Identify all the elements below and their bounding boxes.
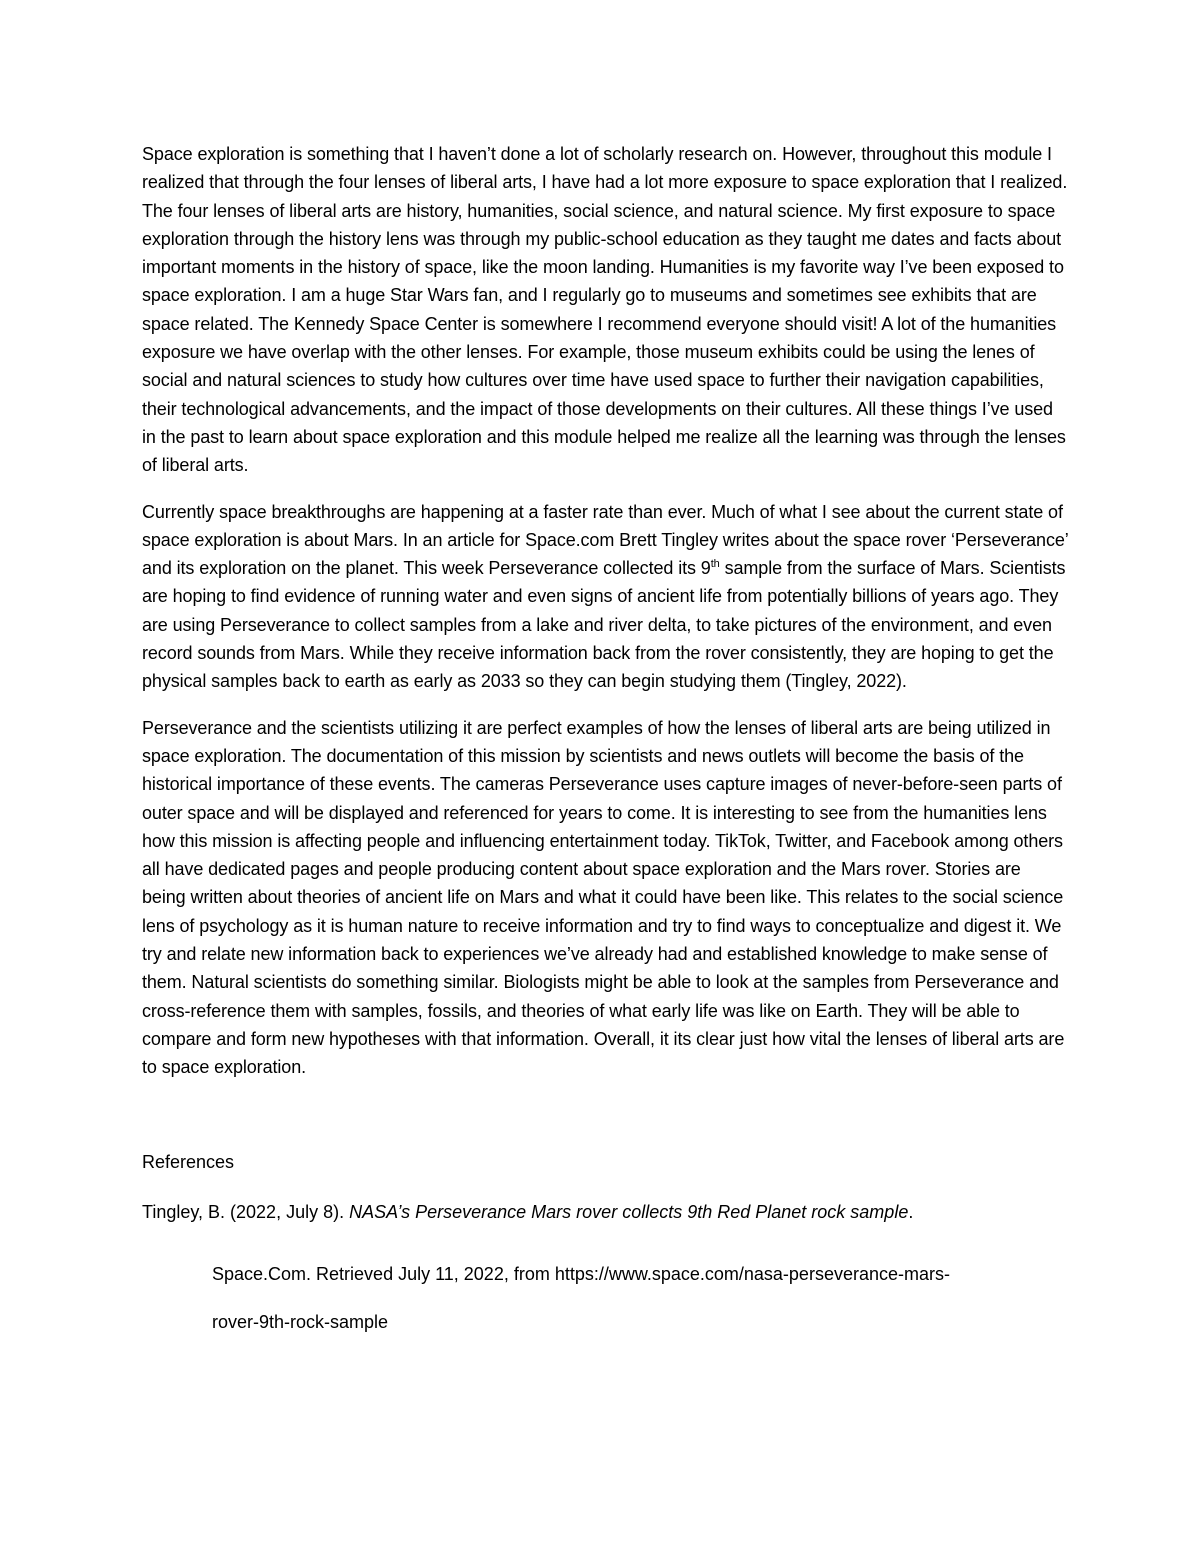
reference-title-end: . (908, 1201, 914, 1222)
paragraph-text-part-2: sample from the surface of Mars. Scientists are hoping to find evidence of running water and even signs of ancient life from potentially billions of years ago. They are using Perseverance to collect samples from a lake and river delta, to take pictures of the environment, and even record sounds from Mars. While they receive information back from the rover consistently, they are hoping to get the physical samples back to earth as early as 2033 so they can begin studying them (Tingley, 2022). (142, 558, 1066, 692)
paragraph-text-part-1: Currently space breakthroughs are happening at a faster rate than ever. Much of what I see about the current state of space exploration is about Mars. In an article for Space.com Brett Tingley writes about the space rover ‘Perseverance’ and its exploration on the planet. This week Perseverance collected its 9 (142, 501, 1068, 579)
section-spacer (142, 1100, 1068, 1148)
reference-author-date: Tingley, B. (2022, July 8). (142, 1201, 350, 1222)
reference-source-line: Space.Com. Retrieved July 11, 2022, from https://www.space.com/nasa-perseverance-mars- (212, 1263, 950, 1284)
paragraph-liberal-arts-lenses: Perseverance and the scientists utilizing it are perfect examples of how the lenses of liberal arts are being utilized in space exploration. The documentation of this mission by scientists and news outlets will become the basis of the historical importance of these events. The cameras Perseverance uses capture images of never-before-seen parts of outer space and will be displayed and referenced for years to come. It is interesting to see from the humanities lens how this mission is affecting people and influencing entertainment today. TikTok, Twitter, and Facebook among others all have dedicated pages and people producing content about space exploration and the Mars rover. Stories are being written about theories of ancient life on Mars and what it could have been like. This relates to the social science lens of psychology as it is human nature to receive information and try to find ways to conceptualize and digest it. We try and relate new information back to experiences we’ve already had and established knowledge to make sense of them. Natural scientists do something similar. Biologists might be able to look at the samples from Perseverance and cross-reference them with samples, fossils, and theories of what early life was like on Earth. They will be able to compare and form new hypotheses with that information. Overall, it its clear just how vital the lenses of liberal arts are to space exploration. (142, 717, 1065, 1078)
paragraph-perseverance-news (142, 498, 1068, 696)
reference-url-end-line: rover-9th-rock-sample (212, 1311, 389, 1332)
ordinal-superscript: th (710, 558, 720, 571)
document-page (142, 140, 1068, 1346)
paragraph-intro: Space exploration is something that I haven’t done a lot of scholarly research on. However, throughout this module I realized that through the four lenses of liberal arts, I have had a lot more exposure to space exploration that I realized. The four lenses of liberal arts are history, humanities, social science, and natural science. My first exposure to space exploration through the history lens was through my public-school education as they taught me dates and facts about important moments in the history of space, like the moon landing. Humanities is my favorite way I’ve been exposed to space exploration. I am a huge Star Wars fan, and I regularly go to museums and sometimes see exhibits that are space related. The Kennedy Space Center is somewhere I recommend everyone should visit! A lot of the humanities exposure we have overlap with the other lenses. For example, those museum exhibits could be using the lenes of social and natural sciences to study how cultures over time have used space to further their navigation capabilities, their technological advancements, and the impact of those developments on their cultures. All these things I’ve used in the past to learn about space exploration and this module helped me realize all the learning was through the lenses of liberal arts. (142, 144, 1068, 476)
reference-entry (142, 1198, 1068, 1346)
reference-title: NASA’s Perseverance Mars rover collects 9th Red Planet rock sample (349, 1201, 909, 1222)
reference-first-line (142, 1198, 1068, 1226)
references-heading: References (142, 1151, 235, 1172)
